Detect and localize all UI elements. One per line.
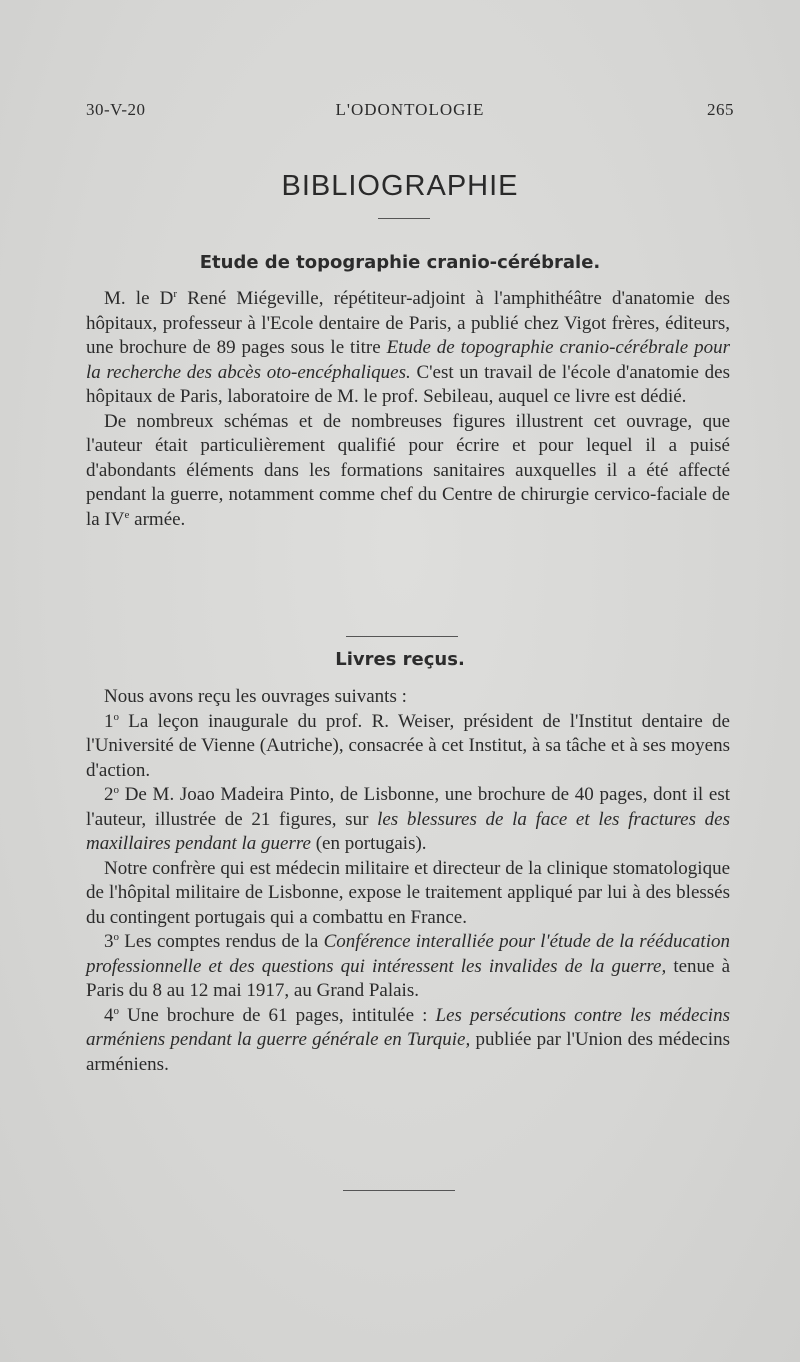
paragraph: M. le $D^r$ René Miégeville, répétiteur-adjoint à l'amphithéâtre d'anatomie des hôpitaux, professeur à l'Ecole dentaire de Paris, a publié chez Vigot frères, éditeurs, une brochure de 89 pages sous le titre Etude de topographie cranio-cérébrale pour la recherche des abcès oto-encéphaliques. C'est un travail de l'école d'anatomie des hôpitaux de Paris, laboratoire de M. le prof. Sebileau, auquel ce livre est dédié. — [86, 288, 731, 407]
list-item: 2$^o$ De M. Joao Madeira Pinto, de Lisbonne, une brochure de 40 pages, dont il est l'auteur, illustrée de 21 figures, sur les blessures de la face et les fractures des maxillaires pendant la guerre (en portugais). — [86, 784, 730, 854]
issue-date: 30-V-20 — [86, 100, 146, 119]
list-item: 4$^o$ Une brochure de 61 pages, intitulée : Les persécutions contre les médecins arméniens pendant la guerre générale en Turquie, publiée par l'Union des médecins arméniens. — [86, 1004, 730, 1075]
list-item: 3$^o$ Les comptes rendus de la Conférence interalliée pour l'étude de la rééducation professionnelle et des questions qui intéressent les invalides de la guerre, tenue à Paris du 8 au 12 mai 1917, au Grand Palais. — [86, 931, 730, 1001]
article-heading-topographie: Etude de topographie cranio-cérébrale. — [199, 252, 601, 273]
title-rule — [378, 218, 430, 219]
section-title: BIBLIOGRAPHIE — [281, 170, 519, 202]
list-item: 1$^o$ La leçon inaugurale du prof. R. Weiser, président de l'Institut dentaire de l'Université de Vienne (Autriche), consacrée à cet Institut, à sa tâche et à ses moyens d'action. — [86, 710, 730, 781]
book-title: Les persécutions contre les médecins arméniens pendant la guerre générale en Turquie, — [86, 1004, 730, 1050]
paragraph: Nous avons reçu les ouvrages suivants : — [104, 686, 407, 707]
end-divider — [343, 1190, 455, 1191]
page-number: 265 — [707, 100, 734, 119]
paragraph: De nombreux schémas et de nombreuses figures illustrent cet ouvrage, que l'auteur était particulièrement qualifié pour écrire et pour lequel il a puisé d'abondants éléments dans les formations sanitaires auxquelles il a été affecté pendant la guerre, notamment comme chef du Centre de chirurgie cervico-faciale de la IVe armée. — [86, 410, 730, 530]
article-body-livres — [86, 685, 730, 1077]
book-title: les blessures de la face et les fractures des maxillaires pendant la guerre — [86, 808, 730, 854]
book-title: Conférence interalliée pour l'étude de la rééducation professionnelle et des questions qui intéressent les invalides de la guerre, — [86, 931, 730, 977]
book-title: Etude de topographie cranio-cérébrale pour la recherche des abcès oto-encéphaliques. — [86, 337, 731, 383]
journal-title: L'ODONTOLOGIE — [335, 100, 485, 119]
article-heading-livres: Livres reçus. — [335, 649, 465, 670]
article-body-topographie — [86, 287, 730, 532]
paragraph: Notre confrère qui est médecin militaire et directeur de la clinique stomatologique de l'hôpital militaire de Lisbonne, expose le traitement appliqué par lui à des blessés du contingent portugais qui a combattu en France. — [86, 857, 730, 928]
section-divider — [346, 636, 458, 637]
